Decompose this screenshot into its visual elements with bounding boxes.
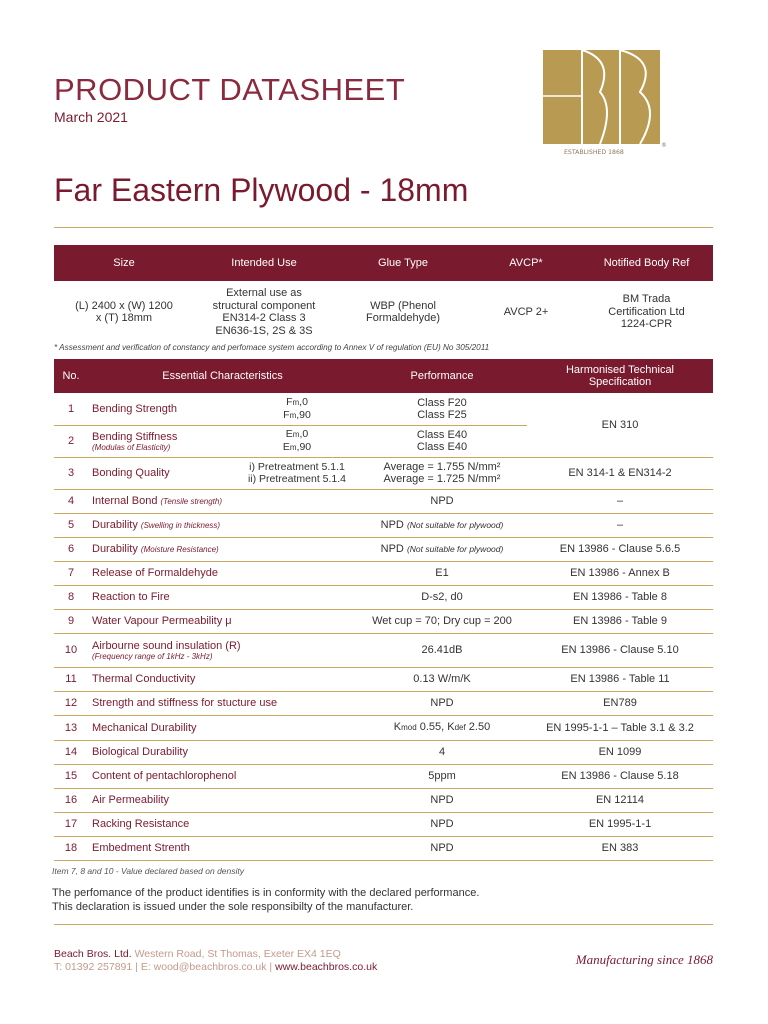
characteristic-name: Mechanical Durability <box>92 721 197 734</box>
table-row <box>54 812 713 836</box>
table-row <box>54 609 713 633</box>
performance-note: (Not suitable for plywood) <box>406 520 504 530</box>
characteristic-name: Release of Formaldehyde <box>92 567 218 579</box>
symbol-line: Em,0 <box>285 428 309 440</box>
summary-intended-use: External use as structural component EN314-2 Class 3 EN636-1S, 2S & 3S <box>212 287 316 337</box>
characteristic-name: Internal Bond <box>92 495 158 507</box>
spec-cell: EN 1995-1-1 – Table 3.1 & 3.2 <box>527 715 713 740</box>
summary-avcp: AVCP 2+ <box>503 305 549 318</box>
spec-cell: – <box>527 513 713 537</box>
table-row <box>54 691 713 715</box>
characteristic-name: Bending Strength <box>92 402 178 415</box>
density-note: Item 7, 8 and 10 - Value declared based on density <box>52 866 245 876</box>
row-number: 16 <box>54 788 88 812</box>
summary-size: (L) 2400 x (W) 1200 x (T) 18mm <box>75 299 173 324</box>
table-row <box>54 788 713 812</box>
characteristic-qualifier: (Modulas of Elasticity) <box>92 442 171 452</box>
summary-glue-type: WBP (Phenol Formaldehyde) <box>366 299 440 324</box>
spec-cell: EN 1995-1-1 <box>527 812 713 836</box>
characteristic-cell <box>88 489 357 513</box>
characteristic-name: Durability <box>92 543 138 555</box>
characteristic-cell <box>88 633 357 667</box>
symbol-line: Em,90 <box>282 441 312 453</box>
company-address: Western Road, St Thomas, Exeter EX4 1EQ <box>134 948 341 960</box>
characteristics-body <box>54 393 713 860</box>
table-row <box>54 715 713 740</box>
performance-cell <box>357 691 527 715</box>
characteristic-cell <box>88 609 357 633</box>
performance-cell: Kmod 0.55, Kdef 2.50 <box>357 715 527 740</box>
summary-notified-body: BM Trada Certification Ltd 1224-CPR <box>608 293 685 331</box>
symbol-line: Fm,90 <box>283 408 311 421</box>
performance-value: NPD <box>380 519 404 531</box>
characteristic-cell <box>88 667 357 691</box>
datasheet-title: PRODUCT DATASHEET <box>54 72 406 107</box>
performance-cell <box>357 764 527 788</box>
characteristic-cell <box>88 537 357 561</box>
characteristic-name: Racking Resistance <box>92 818 190 830</box>
performance-value: E1 <box>435 567 449 579</box>
performance-value: 5ppm <box>428 770 456 782</box>
characteristic-name: Embedment Strenth <box>92 842 190 854</box>
performance-value: NPD <box>430 818 454 830</box>
table-row <box>54 537 713 561</box>
performance-cell <box>357 457 527 489</box>
performance-cell <box>357 489 527 513</box>
spec-cell: EN 314-1 & EN314-2 <box>527 457 713 489</box>
performance-value: NPD <box>380 543 404 555</box>
spec-cell: EN 383 <box>527 836 713 860</box>
performance-cell <box>357 788 527 812</box>
characteristic-name: Thermal Conductivity <box>92 673 196 685</box>
row-number: 4 <box>54 489 88 513</box>
product-title: Far Eastern Plywood - 18mm <box>54 172 469 208</box>
performance-line: Class F25 <box>417 408 467 421</box>
row-number: 7 <box>54 561 88 585</box>
table-row <box>54 633 713 667</box>
characteristic-cell <box>88 836 357 860</box>
logo-tagline: ESTABLISHED 1868 <box>564 149 624 156</box>
characteristic-name: Biological Durability <box>92 746 188 758</box>
spec-cell: EN 13986 - Table 11 <box>527 667 713 691</box>
performance-value: NPD <box>430 697 454 709</box>
company-email: E: wood@beachbros.co.uk <box>140 961 267 973</box>
row-number: 2 <box>54 425 88 457</box>
characteristic-cell <box>88 812 357 836</box>
datasheet-date: March 2021 <box>54 109 128 125</box>
footer-divider <box>54 924 713 925</box>
characteristic-cell <box>88 691 357 715</box>
beach-bros-logo <box>540 48 668 158</box>
characteristic-name: Air Permeability <box>92 794 170 806</box>
table-row <box>54 740 713 764</box>
table-row <box>54 561 713 585</box>
summary-header-size: Size <box>54 245 194 281</box>
performance-value: Wet cup = 70; Dry cup = 200 <box>372 615 512 627</box>
row-number: 8 <box>54 585 88 609</box>
spec-cell: EN 13986 - Table 9 <box>527 609 713 633</box>
characteristic-cell <box>88 585 357 609</box>
contact-separator: | <box>135 961 138 973</box>
row-number: 1 <box>54 393 88 425</box>
spec-cell: EN 13986 - Clause 5.10 <box>527 633 713 667</box>
table-row <box>54 585 713 609</box>
row-number: 11 <box>54 667 88 691</box>
performance-cell <box>357 740 527 764</box>
performance-note: (Not suitable for plywood) <box>406 544 504 554</box>
row-number: 15 <box>54 764 88 788</box>
table-row <box>54 457 713 489</box>
performance-cell <box>357 667 527 691</box>
row-number: 10 <box>54 633 88 667</box>
characteristic-name: Water Vapour Permeability μ <box>92 615 232 627</box>
performance-cell <box>357 513 527 537</box>
spec-cell: EN 13986 - Table 8 <box>527 585 713 609</box>
characteristic-qualifier: (Tensile strength) <box>160 497 223 506</box>
performance-line: Class E40 <box>416 429 468 441</box>
characteristic-cell <box>88 513 357 537</box>
spec-cell: EN 13986 - Clause 5.18 <box>527 764 713 788</box>
symbol-line: Fm,0 <box>286 395 308 408</box>
performance-cell <box>357 393 527 425</box>
declaration-text <box>52 887 479 914</box>
symbol-cell <box>237 425 357 457</box>
summary-header-glue-type: Glue Type <box>334 245 472 281</box>
symbol-cell <box>237 457 357 489</box>
characteristic-qualifier: (Swelling in thickness) <box>140 521 221 530</box>
summary-header-row <box>54 245 713 281</box>
characteristic-cell <box>88 457 237 489</box>
header-essential-characteristics: Essential Characteristics <box>88 359 357 393</box>
table-row <box>54 667 713 691</box>
symbol-cell <box>237 393 357 425</box>
assessment-footnote: * Assessment and verification of constancy and perfomace system according to Annex V of regulation (EU) No 305/2011 <box>54 343 490 352</box>
characteristic-name: Bonding Quality <box>92 467 170 479</box>
performance-value: NPD <box>430 495 454 507</box>
summary-table <box>54 245 713 343</box>
row-number: 17 <box>54 812 88 836</box>
performance-line: Class F20 <box>417 396 467 409</box>
performance-value: NPD <box>430 794 454 806</box>
performance-cell <box>357 812 527 836</box>
performance-line: Average = 1.725 N/mm² <box>383 473 501 485</box>
table-row <box>54 489 713 513</box>
spec-cell: EN 1099 <box>527 740 713 764</box>
characteristic-name: Durability <box>92 519 138 531</box>
footer-company-line <box>54 948 341 960</box>
spec-cell: EN789 <box>527 691 713 715</box>
characteristics-table <box>54 359 713 861</box>
characteristic-name: Strength and stiffness for stucture use <box>92 697 278 709</box>
performance-cell <box>357 836 527 860</box>
row-number: 9 <box>54 609 88 633</box>
row-number: 18 <box>54 836 88 860</box>
company-name: Beach Bros. Ltd. <box>54 948 132 960</box>
row-number: 6 <box>54 537 88 561</box>
table-row <box>54 836 713 860</box>
spec-cell: EN 310 <box>527 393 713 457</box>
row-number: 5 <box>54 513 88 537</box>
declaration-line: The perfomance of the product identifies is in conformity with the declared performance. <box>52 887 480 899</box>
footer-tagline: Manufacturing since 1868 <box>575 952 713 967</box>
header-performance: Performance <box>357 359 527 393</box>
table-row <box>54 393 713 425</box>
performance-cell <box>357 585 527 609</box>
title-divider <box>54 227 713 228</box>
row-number: 3 <box>54 457 88 489</box>
logo-registered-mark: ® <box>661 142 667 149</box>
performance-value: D-s2, d0 <box>421 591 463 603</box>
summary-row <box>54 281 713 343</box>
characteristic-qualifier: (Moisture Resistance) <box>140 545 219 554</box>
performance-line: Average = 1.755 N/mm² <box>383 461 501 473</box>
performance-cell <box>357 561 527 585</box>
summary-header-avcp: AVCP* <box>472 245 580 281</box>
contact-separator: | <box>269 961 273 973</box>
performance-value: NPD <box>430 842 454 854</box>
performance-value: 4 <box>438 746 446 758</box>
pretreatment-line: ii) Pretreatment 5.1.4 <box>247 473 347 485</box>
characteristic-cell <box>88 788 357 812</box>
table-row <box>54 513 713 537</box>
characteristics-header-row <box>54 359 713 393</box>
spec-cell: EN 13986 - Annex B <box>527 561 713 585</box>
characteristic-name: Bending Stiffness <box>92 430 178 443</box>
spec-cell: EN 12114 <box>527 788 713 812</box>
header-harmonised-spec: Harmonised Technical Specification <box>527 359 713 393</box>
performance-value: 26.41dB <box>421 644 463 656</box>
summary-header-intended-use: Intended Use <box>194 245 334 281</box>
characteristic-cell <box>88 561 357 585</box>
performance-cell <box>357 425 527 457</box>
company-phone: T: 01392 257891 <box>54 961 133 973</box>
footer-contact-line <box>54 961 377 973</box>
characteristic-cell <box>88 393 237 425</box>
declaration-line: This declaration is issued under the sole responsibilty of the manufacturer. <box>52 900 414 913</box>
performance-cell <box>357 633 527 667</box>
performance-cell <box>357 609 527 633</box>
company-website-link[interactable]: www.beachbros.co.uk <box>275 961 378 973</box>
characteristic-cell <box>88 425 237 457</box>
row-number: 13 <box>54 715 88 740</box>
summary-header-notified-body: Notified Body Ref <box>580 245 713 281</box>
header-no: No. <box>54 359 88 393</box>
characteristic-qualifier: (Frequency range of 1kHz - 3kHz) <box>92 651 213 661</box>
characteristic-cell <box>88 740 357 764</box>
characteristic-name: Airbourne sound insulation (R) <box>92 639 241 652</box>
characteristic-name: Reaction to Fire <box>92 591 170 603</box>
performance-value: 0.13 W/m/K <box>413 673 471 685</box>
characteristic-name: Content of pentachlorophenol <box>92 770 237 782</box>
performance-line: Class E40 <box>416 441 468 453</box>
row-number: 14 <box>54 740 88 764</box>
table-row <box>54 764 713 788</box>
characteristic-cell <box>88 715 357 740</box>
characteristic-cell <box>88 764 357 788</box>
performance-cell <box>357 537 527 561</box>
pretreatment-line: i) Pretreatment 5.1.1 <box>249 461 345 473</box>
spec-cell: – <box>527 489 713 513</box>
spec-cell: EN 13986 - Clause 5.6.5 <box>527 537 713 561</box>
row-number: 12 <box>54 691 88 715</box>
